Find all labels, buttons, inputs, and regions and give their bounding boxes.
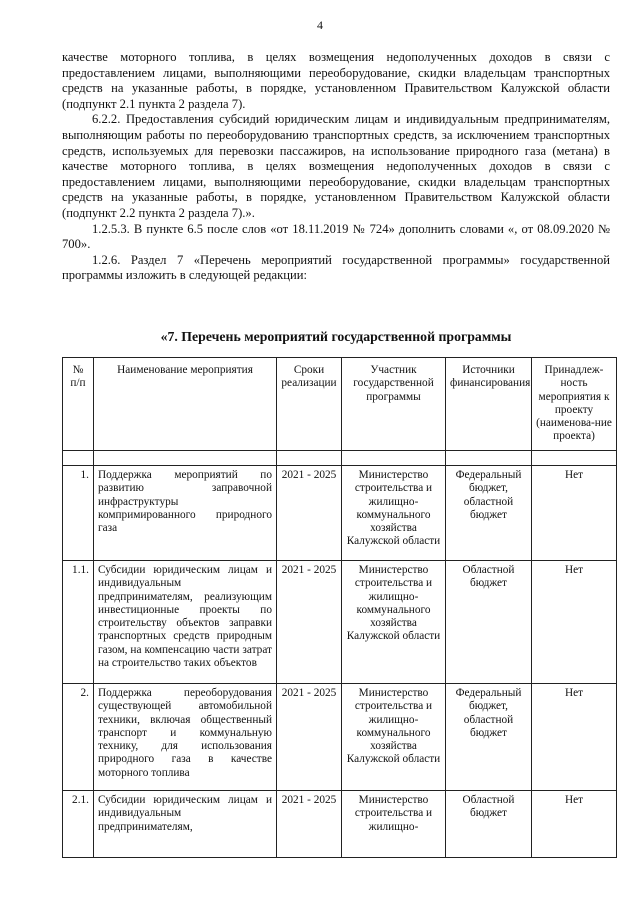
page-number: 4 xyxy=(317,18,323,32)
row-project: Нет xyxy=(532,791,617,858)
header-project: Принадлеж-ность мероприятия к проекту (наименова-ние проекта) xyxy=(532,358,617,451)
row-number: 1. xyxy=(63,466,94,561)
header-funding: Источники финансирования xyxy=(446,358,532,451)
paragraph-1-2-5-3: 1.2.5.3. В пункте 6.5 после слов «от 18.11.2019 № 724» дополнить словами «, от 08.09.2020 № 700». xyxy=(62,221,610,252)
row-period: 2021 - 2025 xyxy=(277,684,342,791)
table-row xyxy=(63,466,617,561)
paragraph-1-2-6: 1.2.6. Раздел 7 «Перечень мероприятий государственной программы» государственной программы изложить в следующей редакции: xyxy=(62,252,610,283)
measures-table xyxy=(62,357,617,858)
row-number: 1.1. xyxy=(63,561,94,684)
row-participant: Министерство строительства и жилищно-коммунального хозяйства Калужской области xyxy=(342,466,446,561)
row-project: Нет xyxy=(532,684,617,791)
row-project: Нет xyxy=(532,466,617,561)
table-row xyxy=(63,561,617,684)
table-row xyxy=(63,684,617,791)
row-funding: Областной бюджет xyxy=(446,791,532,858)
header-name: Наименование мероприятия xyxy=(94,358,277,451)
row-funding: Федеральный бюджет, областной бюджет xyxy=(446,466,532,561)
paragraph-6-2-2: 6.2.2. Предоставления субсидий юридическим лицам и индивидуальным предпринимателям, выполняющим работы по переоборудованию транспортных средств, за исключением транспортных средств, используемых для перевозки пассажиров, на использование природного газа (метана) в качестве моторного топлива, в целях возмещения недополученных доходов в связи с предоставлением лицами, выполняющими переоборудование, скидки владельцам транспортных средств на указанные работы, в порядке, установленном Правительством Калужской области (подпункт 2.2 пункта 2 раздела 7).». xyxy=(62,112,610,220)
header-participant: Участник государственной программы xyxy=(342,358,446,451)
row-period: 2021 - 2025 xyxy=(277,791,342,858)
section-title: «7. Перечень мероприятий государственной программы xyxy=(160,329,512,344)
row-name: Субсидии юридическим лицам и индивидуальным предпринимателям, реализующим инвестиционные проекты по строительству объектов заправки транспортных средств природным газом, на компенсацию части затрат на строительство таких объектов xyxy=(94,561,277,684)
header-period: Сроки реализации xyxy=(277,358,342,451)
row-participant: Министерство строительства и жилищно- xyxy=(342,791,446,858)
row-number: 2.1. xyxy=(63,791,94,858)
paragraph-continuation: качестве моторного топлива, в целях возмещения недополученных доходов в связи с предоставлением лицами, выполняющими переоборудование, скидки владельцам транспортных средств на указанные работы, в порядке, установленном Правительством Калужской области (подпункт 2.1 пункта 2 раздела 7). xyxy=(62,50,610,111)
row-period: 2021 - 2025 xyxy=(277,561,342,684)
table-row xyxy=(63,791,617,858)
body-text xyxy=(62,50,610,284)
row-name: Субсидии юридическим лицам и индивидуальным предпринимателям, xyxy=(94,791,277,858)
row-project: Нет xyxy=(532,561,617,684)
table-header-row xyxy=(63,358,617,451)
row-funding: Федеральный бюджет, областной бюджет xyxy=(446,684,532,791)
table-spacer-row xyxy=(63,451,617,466)
row-name: Поддержка мероприятий по развитию заправочной инфраструктуры компримированного природного газа xyxy=(94,466,277,561)
row-number: 2. xyxy=(63,684,94,791)
row-participant: Министерство строительства и жилищно-коммунального хозяйства Калужской области xyxy=(342,561,446,684)
row-name: Поддержка переоборудования существующей автомобильной техники, включая общественный транспорт и коммунальную технику, для использования природного газа в качестве моторного топлива xyxy=(94,684,277,791)
row-participant: Министерство строительства и жилищно-коммунального хозяйства Калужской области xyxy=(342,684,446,791)
header-number: № п/п xyxy=(63,358,94,451)
row-funding: Областной бюджет xyxy=(446,561,532,684)
row-period: 2021 - 2025 xyxy=(277,466,342,561)
